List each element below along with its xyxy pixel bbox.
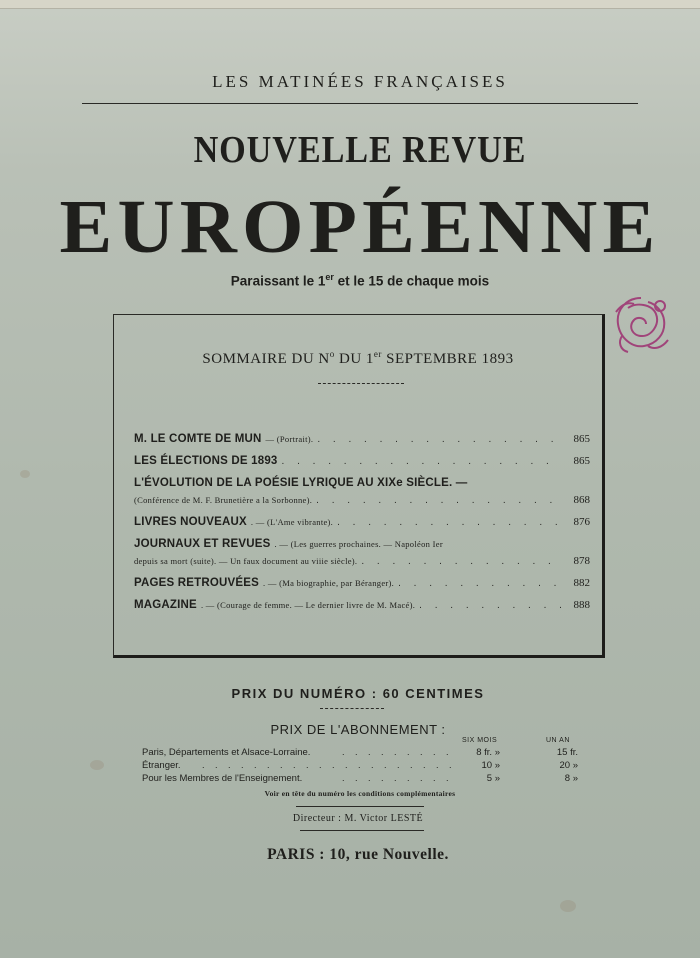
toc-entry (134, 453, 590, 470)
toc-entry (134, 475, 590, 509)
toc-entry-title: LIVRES NOUVEAUX (134, 516, 247, 528)
subscription-label: Étranger. (142, 760, 181, 771)
paper-stain (560, 900, 576, 912)
conditions-rule (296, 806, 424, 807)
director-line: Directeur : M. Victor LESTÉ (292, 813, 424, 824)
subscription-row (142, 747, 582, 760)
toc-entry-title: PAGES RETROUVÉES (134, 577, 260, 589)
toc-entry-desc: . — (L'Ame vibrante). (250, 517, 334, 527)
series-title: LES MATINÉES FRANÇAISES (212, 72, 508, 91)
paper-stain (20, 470, 30, 478)
toc-entry-desc: (Conférence de M. F. Brunetière a la Sorbonne). (134, 495, 313, 505)
toc-entry-title: L'ÉVOLUTION DE LA POÉSIE LYRIQUE AU XIXe SIÈCLE. — (134, 477, 468, 489)
toc-entry-title: LES ÉLECTIONS DE 1893 (134, 455, 278, 467)
publisher-address: PARIS : 10, rue Nouvelle. (267, 846, 449, 863)
toc-heading: SOMMAIRE DU $N^o$ DU 1er SEPTEMBRE 1893 (202, 349, 514, 367)
price-one-year: 8 » (564, 773, 578, 784)
toc-entry-page: 868 (573, 494, 590, 506)
toc-heading-rule (318, 383, 404, 384)
price-rule (320, 708, 384, 709)
toc-entry-desc: — (Portrait). (265, 434, 314, 444)
toc-entry (134, 597, 590, 614)
toc-entry (134, 575, 590, 592)
toc-entry (134, 536, 590, 570)
price-six-months: 10 » (481, 760, 500, 771)
table-of-contents (113, 314, 605, 658)
publication-frequency: Paraissant le 1er et le 15 de chaque mois (230, 272, 490, 289)
toc-entry-desc: depuis sa mort (suite). — Un faux document au viiie siècle). (134, 556, 358, 566)
toc-entry-page: 878 (573, 555, 590, 567)
library-stamp-icon (608, 292, 674, 358)
toc-entry-title: MAGAZINE (134, 599, 197, 611)
toc-list (134, 431, 590, 614)
price-one-year: 15 fr. (556, 747, 578, 758)
toc-entry-page: 865 (573, 433, 590, 445)
price-six-months: 8 fr. » (476, 747, 500, 758)
toc-entry (134, 431, 590, 448)
paper-stain (90, 760, 104, 770)
subscription-label: Paris, Départements et Alsace-Lorraine. (142, 747, 311, 758)
toc-entry-title: JOURNAUX ET REVUES (134, 538, 271, 550)
conditions-note: Voir en tête du numéro les conditions complémentaires (264, 789, 456, 798)
main-title: EUROPÉENNE (59, 185, 661, 269)
toc-entry-desc: . — (Ma biographie, par Béranger). (263, 578, 395, 588)
director-rule (300, 830, 424, 831)
header-rule (82, 103, 638, 104)
toc-entry-title: M. LE COMTE DE MUN (134, 433, 262, 445)
subscription-row (142, 773, 582, 786)
subscription-row (142, 760, 582, 773)
toc-entry-desc: . — (Les guerres prochaines. — Napoléon Ier (274, 539, 443, 549)
toc-entry-page: 888 (573, 599, 590, 611)
toc-entry (134, 514, 590, 531)
price-one-year: 20 » (559, 760, 578, 771)
single-issue-price: PRIX DU NUMÉRO : 60 CENTIMES (231, 686, 485, 701)
subscription-heading: PRIX DE L'ABONNEMENT : (270, 722, 446, 737)
col-header-one-year: UN AN (546, 737, 570, 744)
revue-title: NOUVELLE REVUE (193, 129, 527, 171)
col-header-six-months: SIX MOIS (462, 737, 498, 744)
price-six-months: 5 » (486, 773, 500, 784)
toc-entry-page: 876 (573, 516, 590, 528)
subscription-label: Pour les Membres de l'Enseignement. (142, 773, 303, 784)
toc-entry-desc: . — (Courage de femme. — Le dernier livre de M. Macé). (200, 600, 416, 610)
toc-entry-page: 865 (573, 455, 590, 467)
toc-entry-page: 882 (573, 577, 590, 589)
